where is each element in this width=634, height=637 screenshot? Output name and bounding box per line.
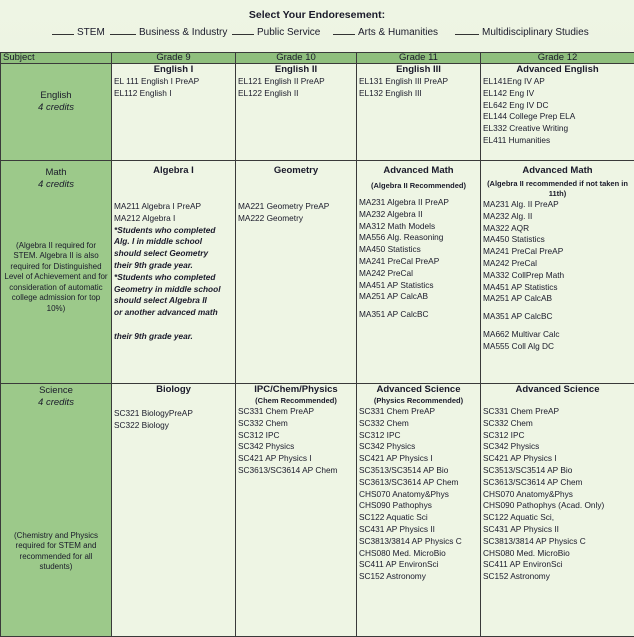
course-item[interactable]: MA251 AP CalcAB	[483, 293, 632, 305]
course-item[interactable]: MA242 PreCal	[483, 258, 632, 270]
course-item[interactable]: SC122 Aquatic Sci	[359, 512, 478, 524]
course-item[interactable]: MA231 Algebra II PreAP	[359, 197, 478, 209]
course-item[interactable]: SC421 AP Physics I	[238, 453, 354, 465]
science-subject-label: Science	[3, 385, 109, 397]
course-item[interactable]: CHS090 Pathophys (Acad. Only)	[483, 500, 632, 512]
course-item[interactable]: SC321 BiologyPreAP	[114, 408, 233, 420]
course-item[interactable]: MA232 Alg. II	[483, 211, 632, 223]
col-grade-9: Grade 9	[112, 53, 236, 64]
course-item[interactable]: MA450 Statistics	[359, 244, 478, 256]
science-g10-title: IPC/Chem/Physics	[238, 384, 354, 396]
math-g12-title: Advanced Math	[483, 165, 632, 177]
course-item[interactable]: SC122 Aquatic Sci,	[483, 512, 632, 524]
math-g9-note: their 9th grade year.	[114, 260, 233, 272]
course-item[interactable]: MA251 AP CalcAB	[359, 291, 478, 303]
course-item[interactable]: MA322 AQR	[483, 223, 632, 235]
course-item[interactable]: CHS070 Anatomy&Phys	[483, 489, 632, 501]
english-g10	[236, 64, 357, 161]
science-g11	[357, 384, 481, 637]
science-g11-title: Advanced Science	[359, 384, 478, 396]
course-item[interactable]: SC3513/SC3514 AP Bio	[359, 465, 478, 477]
english-g12	[481, 64, 634, 161]
course-item[interactable]: MA232 Algebra II	[359, 209, 478, 221]
endorsement-header	[0, 0, 634, 44]
math-g9-note: Alg. I in middle school	[114, 236, 233, 248]
english-subject-cell	[1, 64, 112, 161]
col-grade-12: Grade 12	[481, 53, 634, 64]
course-item[interactable]: MA555 Coll Alg DC	[483, 341, 632, 353]
math-g11	[357, 161, 481, 384]
endorsement-arts[interactable]: Arts & Humanities	[333, 25, 438, 38]
course-item[interactable]: MA211 Algebra I PreAP	[114, 201, 233, 213]
science-g12	[481, 384, 634, 637]
english-g11	[357, 64, 481, 161]
course-item[interactable]: MA451 AP Statistics	[483, 282, 632, 294]
math-subject-cell	[1, 161, 112, 384]
math-g9-note: *Students who completed	[114, 225, 233, 237]
course-item[interactable]: SC152 Astronomy	[359, 571, 478, 583]
course-item[interactable]: SC332 Chem	[359, 418, 478, 430]
col-grade-11: Grade 11	[357, 53, 481, 64]
english-g9-title: English I	[114, 64, 233, 76]
english-subject-label: English	[3, 90, 109, 102]
endorsement-multidisciplinary[interactable]: Multidisciplinary Studies	[455, 25, 589, 38]
math-credits: 4 credits	[3, 179, 109, 191]
course-item[interactable]: CHS080 Med. MicroBio	[359, 548, 478, 560]
course-item[interactable]: SC421 AP Physics I	[483, 453, 632, 465]
math-g10-title: Geometry	[238, 165, 354, 177]
course-item[interactable]: SC322 Biology	[114, 420, 233, 432]
math-note: (Algebra II required for STEM. Algebra II is also required for Distinguished Level of Achievement and for consideration of automatic college admission for top 10%)	[3, 241, 109, 315]
course-item[interactable]: MA241 PreCal PreAP	[483, 246, 632, 258]
col-subject: Subject	[1, 53, 112, 64]
course-item[interactable]: EL132 English III	[359, 88, 478, 100]
course-item[interactable]: SC331 Chem PreAP	[238, 406, 354, 418]
science-g10-sub: (Chem Recommended)	[238, 396, 354, 406]
course-item[interactable]: SC312 IPC	[359, 430, 478, 442]
math-g10	[236, 161, 357, 384]
math-g11-sub: (Algebra II Recommended)	[359, 181, 478, 191]
course-item[interactable]: SC342 Physics	[359, 441, 478, 453]
course-item[interactable]: EL411 Humanities	[483, 135, 632, 147]
course-item[interactable]: SC3813/3814 AP Physics C	[483, 536, 632, 548]
course-item[interactable]: SC331 Chem PreAP	[483, 406, 632, 418]
course-item[interactable]: MA242 PreCal	[359, 268, 478, 280]
science-g9	[112, 384, 236, 637]
course-item[interactable]: SC431 AP Physics II	[483, 524, 632, 536]
science-g11-sub: (Physics Recommended)	[359, 396, 478, 406]
course-item[interactable]: CHS080 Med. MicroBio	[483, 548, 632, 560]
english-g9	[112, 64, 236, 161]
course-item[interactable]: SC411 AP EnvironSci	[483, 559, 632, 571]
course-item[interactable]: EL 111 English I PreAP	[114, 76, 233, 88]
course-item[interactable]: EL121 English II PreAP	[238, 76, 354, 88]
course-item[interactable]: EL141Eng IV AP	[483, 76, 632, 88]
course-item[interactable]: SC312 IPC	[483, 430, 632, 442]
math-g9-note: should select Geometry	[114, 248, 233, 260]
course-item[interactable]: MA332 CollPrep Math	[483, 270, 632, 282]
course-item[interactable]: MA231 Alg. II PreAP	[483, 199, 632, 211]
math-g9-note: or another advanced math	[114, 307, 233, 319]
course-item[interactable]: EL131 English III PreAP	[359, 76, 478, 88]
course-item[interactable]: MA241 PreCal PreAP	[359, 256, 478, 268]
course-item[interactable]: SC331 Chem PreAP	[359, 406, 478, 418]
course-item[interactable]: MA351 AP CalcBC	[359, 309, 478, 321]
course-item[interactable]: SC312 IPC	[238, 430, 354, 442]
course-item[interactable]: SC3513/SC3514 AP Bio	[483, 465, 632, 477]
math-g9-title: Algebra I	[114, 165, 233, 177]
math-row	[1, 161, 634, 384]
course-item[interactable]: EL642 Eng IV DC	[483, 100, 632, 112]
col-grade-10: Grade 10	[236, 53, 357, 64]
math-g12	[481, 161, 634, 384]
math-g11-title: Advanced Math	[359, 165, 478, 177]
course-item[interactable]: EL112 English I	[114, 88, 233, 100]
english-credits: 4 credits	[3, 102, 109, 114]
science-g10	[236, 384, 357, 637]
course-item[interactable]: SC3613/SC3614 AP Chem	[238, 465, 354, 477]
course-item[interactable]: EL142 Eng IV	[483, 88, 632, 100]
science-g9-title: Biology	[114, 384, 233, 396]
english-g10-title: English II	[238, 64, 354, 76]
course-item[interactable]: SC3613/SC3614 AP Chem	[359, 477, 478, 489]
course-item[interactable]: SC342 Physics	[483, 441, 632, 453]
endorsement-public-service[interactable]: Public Service	[232, 25, 320, 38]
math-g9	[112, 161, 236, 384]
course-item[interactable]: MA556 Alg. Reasoning	[359, 232, 478, 244]
math-g9-note: should select Algebra II	[114, 295, 233, 307]
science-row	[1, 384, 634, 637]
course-item[interactable]: MA221 Geometry PreAP	[238, 201, 354, 213]
course-item[interactable]: CHS090 Pathophys	[359, 500, 478, 512]
course-item[interactable]: SC332 Chem	[238, 418, 354, 430]
course-item[interactable]: MA450 Statistics	[483, 234, 632, 246]
endorsement-stem[interactable]: STEM	[52, 25, 105, 38]
course-item[interactable]: SC342 Physics	[238, 441, 354, 453]
science-g12-title: Advanced Science	[483, 384, 632, 396]
course-item[interactable]: MA351 AP CalcBC	[483, 311, 632, 323]
course-item[interactable]: SC421 AP Physics I	[359, 453, 478, 465]
course-item[interactable]: EL332 Creative Writing	[483, 123, 632, 135]
course-item[interactable]: EL122 English II	[238, 88, 354, 100]
endorsement-business[interactable]: Business & Industry	[110, 25, 227, 38]
science-note: (Chemistry and Physics required for STEM and recommended for all students)	[3, 531, 109, 573]
math-g9-note: Geometry in middle school	[114, 284, 233, 296]
science-credits: 4 credits	[3, 397, 109, 409]
course-item[interactable]: SC3613/SC3614 AP Chem	[483, 477, 632, 489]
course-item[interactable]: MA212 Algebra I	[114, 213, 233, 225]
course-item[interactable]: MA312 Math Models	[359, 221, 478, 233]
english-row	[1, 64, 634, 161]
page-title: Select Your Endoresement:	[0, 9, 634, 21]
math-g9-note: their 9th grade year.	[114, 331, 233, 343]
course-item[interactable]: MA662 Multivar Calc	[483, 329, 632, 341]
course-item[interactable]: MA222 Geometry	[238, 213, 354, 225]
course-item[interactable]: EL144 College Prep ELA	[483, 111, 632, 123]
course-item[interactable]: CHS070 Anatomy&Phys	[359, 489, 478, 501]
english-g11-title: English III	[359, 64, 478, 76]
course-table	[0, 52, 634, 637]
course-item[interactable]: SC332 Chem	[483, 418, 632, 430]
math-g9-note: *Students who completed	[114, 272, 233, 284]
course-item[interactable]: SC431 AP Physics II	[359, 524, 478, 536]
course-item[interactable]: SC411 AP EnvironSci	[359, 559, 478, 571]
english-g12-title: Advanced English	[483, 64, 632, 76]
course-item[interactable]: MA451 AP Statistics	[359, 280, 478, 292]
course-item[interactable]: SC152 Astronomy	[483, 571, 632, 583]
science-subject-cell	[1, 384, 112, 637]
math-g12-sub: (Algebra II recommended if not taken in 11th)	[483, 179, 632, 199]
course-item[interactable]: SC3813/3814 AP Physics C	[359, 536, 478, 548]
math-subject-label: Math	[3, 167, 109, 179]
header-row	[1, 53, 634, 64]
